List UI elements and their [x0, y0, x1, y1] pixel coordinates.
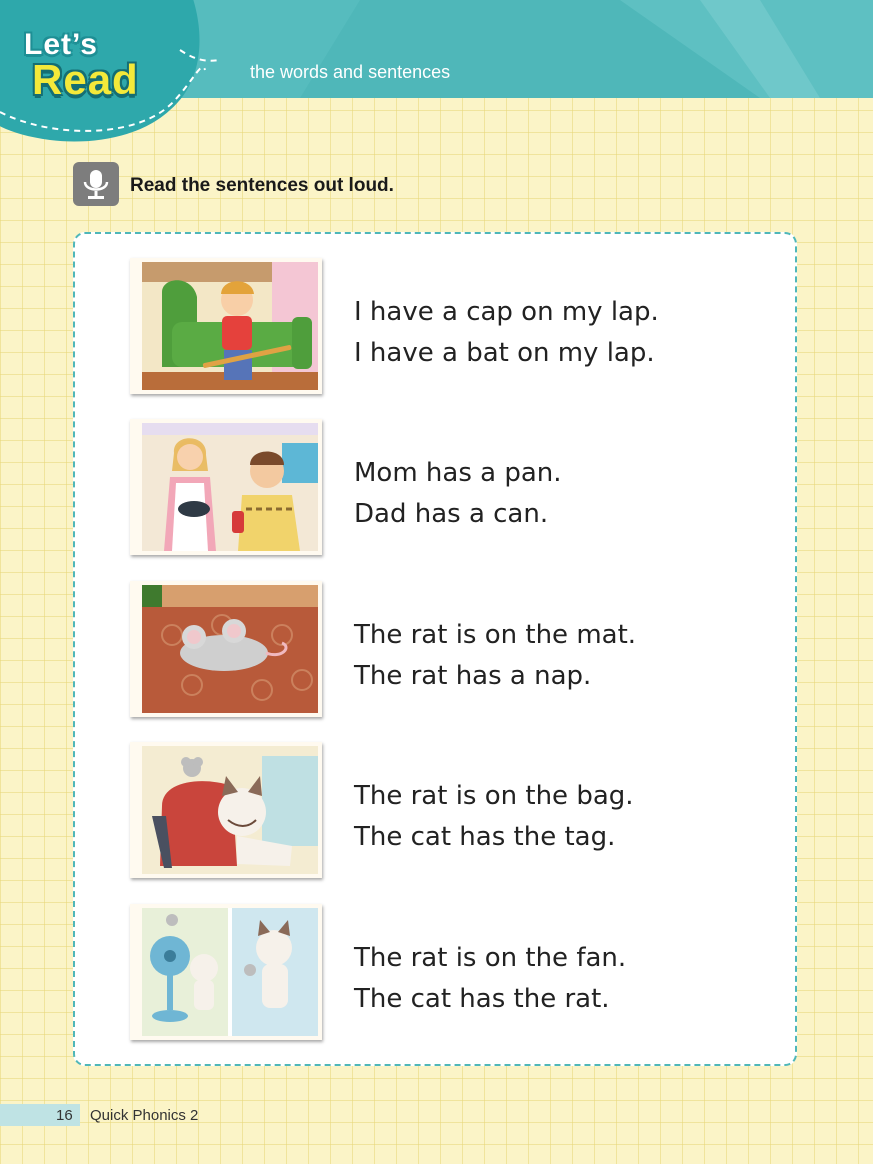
page-number: 16: [56, 1107, 73, 1124]
sentence-pair: [354, 776, 634, 858]
sentence-line: The rat is on the fan.: [354, 943, 627, 973]
sentence-pair: [354, 292, 659, 374]
reading-item: [130, 904, 790, 1044]
sentence-pair: [354, 938, 626, 1020]
sentence-pair: [354, 453, 562, 535]
sentence-line: The rat is on the mat.: [354, 620, 637, 650]
reading-item: [130, 742, 790, 882]
sentence-line: The cat has the tag.: [354, 822, 616, 852]
reading-item: [130, 419, 790, 559]
microphone-icon: [73, 162, 119, 206]
badge-title-lets: Let’s: [24, 28, 98, 61]
sentence-line: Dad has a can.: [354, 499, 549, 529]
sentence-line: The cat has the rat.: [354, 984, 610, 1014]
reading-item: [130, 258, 790, 398]
instruction-text: Read the sentences out loud.: [130, 175, 394, 196]
sentence-line: I have a cap on my lap.: [354, 297, 659, 327]
rat-on-mat-illustration: [130, 581, 322, 717]
sentence-line: The rat has a nap.: [354, 661, 592, 691]
rat-on-fan-cat-illustration: [130, 904, 322, 1040]
sentence-line: I have a bat on my lap.: [354, 338, 655, 368]
sentence-line: Mom has a pan.: [354, 458, 562, 488]
mom-and-dad-illustration: [130, 419, 322, 555]
book-title: Quick Phonics 2: [90, 1107, 199, 1124]
rat-on-bag-cat-illustration: [130, 742, 322, 878]
sentence-pair: [354, 615, 636, 697]
badge-title-read: Read: [32, 56, 139, 103]
section-subtitle: the words and sentences: [250, 62, 451, 82]
reading-item: [130, 581, 790, 721]
boy-in-armchair-illustration: [130, 258, 322, 394]
sentence-line: The rat is on the bag.: [354, 781, 634, 811]
